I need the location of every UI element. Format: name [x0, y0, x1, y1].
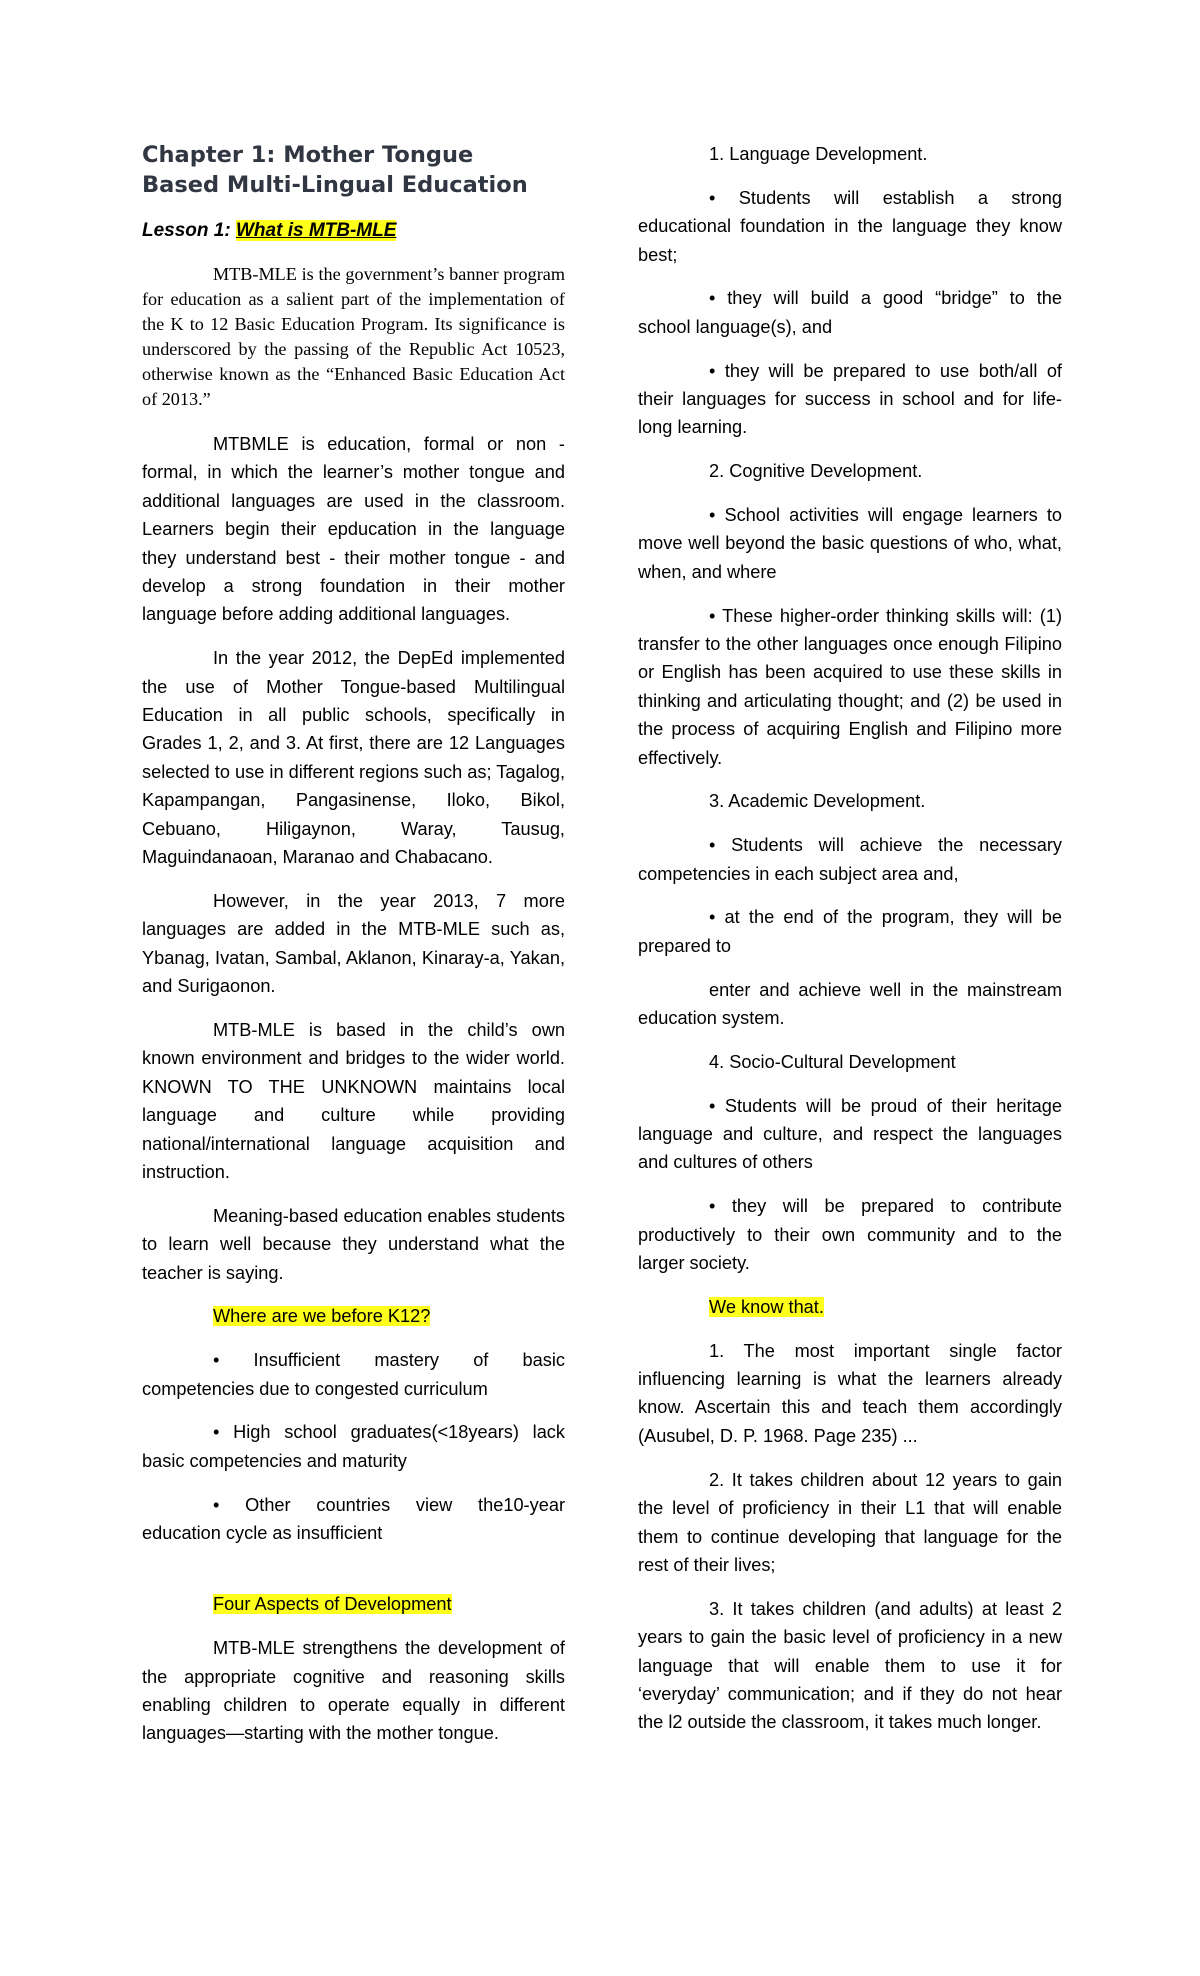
we-know-heading: We know that. — [709, 1296, 824, 1317]
list-item: • These higher-order thinking skills will: (1) transfer to the other languages once enough Filipino or English has been acquired to use these skills in thinking and articulating thought; and (2) be used in the process of acquiring English and Filipino more effectively. — [638, 605, 1062, 768]
list-item: • Other countries view the10-year education cycle as insufficient — [142, 1494, 565, 1543]
paragraph-meaning-based: Meaning-based education enables students to learn well because they understand what the teacher is saying. — [142, 1205, 565, 1283]
list-item: • they will be prepared to contribute productively to their own community and to the larger society. — [638, 1196, 1062, 1274]
paragraph-2012: In the year 2012, the DepEd implemented the use of Mother Tongue-based Multilingual Education in all public schools, specifically in Grades 1, 2, and 3. At first, there are 12 Languages selected to use in different regions such as; Tagalog, Kapampangan, Pangasinense, Iloko, Bikol, Cebuano, Hiligaynon, Waray, Tausug, Maguindanaoan, Maranao and Chabacano. — [142, 648, 565, 868]
list-item: • they will build a good “bridge” to the school language(s), and — [638, 288, 1062, 337]
aspect-heading-academic: 3. Academic Development. — [709, 791, 926, 812]
lesson-heading — [142, 218, 565, 244]
list-item: enter and achieve well in the mainstream education system. — [638, 979, 1062, 1029]
list-item: • Students will be proud of their heritage language and culture, and respect the languages and cultures of others — [638, 1095, 1062, 1173]
list-item: • Students will achieve the necessary competencies in each subject area and, — [638, 835, 1062, 884]
paragraph-definition: MTBMLE is education, formal or non - formal, in which the learner’s mother tongue and additional languages are used in the classroom. Learners begin their epducation in the language they understand best - their mother tongue - and develop a strong foundation in their mother language before adding additional languages. — [142, 434, 565, 625]
aspect-heading-cognitive: 2. Cognitive Development. — [709, 461, 923, 482]
aspect-heading-language: 1. Language Development. — [709, 144, 928, 164]
aspect-heading-socio-cultural: 4. Socio-Cultural Development — [709, 1051, 956, 1072]
list-item: 2. It takes children about 12 years to gain the level of proficiency in their L1 that will enable them to continue developing that language for the rest of their lives; — [638, 1469, 1062, 1575]
left-column — [142, 140, 565, 1763]
intro-paragraph: MTB-MLE is the government’s banner program for education as a salient part of the implementation of the K to 12 Basic Education Program. Its significance is underscored by the passing of the Republic Act 10523, otherwise known as the “Enhanced Basic Education Act of 2013.” — [142, 264, 565, 409]
chapter-title — [142, 140, 565, 200]
list-item: • Students will establish a strong educational foundation in the language they know best; — [638, 187, 1062, 265]
right-column — [638, 140, 1062, 1752]
list-item: • School activities will engage learners to move well beyond the basic questions of who, what, when, and where — [638, 505, 1062, 582]
four-aspects-heading: Four Aspects of Development — [213, 1594, 452, 1615]
list-item: • Insufficient mastery of basic competencies due to congested curriculum — [142, 1350, 565, 1399]
paragraph-2013: However, in the year 2013, 7 more languages are added in the MTB-MLE such as, Ybanag, Ivatan, Sambal, Aklanon, Kinaray-a, Yakan, and Surigaonon. — [142, 890, 565, 997]
list-item: • they will be prepared to use both/all of their languages for success in school and for life-long learning. — [638, 360, 1062, 438]
list-item: 1. The most important single factor influencing learning is what the learners already know. Ascertain this and teach them accordingly (Ausubel, D. P. 1968. Page 235) ... — [638, 1340, 1062, 1446]
list-item: • at the end of the program, they will be prepared to — [638, 907, 1062, 956]
paragraph-known-unknown: MTB-MLE is based in the child’s own known environment and bridges to the wider world. KNOWN TO THE UNKNOWN maintains local language and culture while providing national/international language acquisition and instruction. — [142, 1019, 565, 1182]
chapter-title-line-1: Chapter 1: Mother Tongue — [142, 142, 474, 168]
list-item: 3. It takes children (and adults) at least 2 years to gain the basic level of proficiency in a new language that will enable them to use it for ‘everyday’ communication; and if they do not hear the l2 outside the classroom, it takes much longer. — [638, 1598, 1062, 1733]
chapter-title-line-2: Based Multi-Lingual Education — [142, 172, 528, 198]
lesson-highlight: What is MTB-MLE — [235, 220, 397, 241]
list-item: • High school graduates(<18years) lack basic competencies and maturity — [142, 1422, 565, 1471]
before-k12-heading: Where are we before K12? — [213, 1306, 431, 1327]
four-aspects-intro: MTB-MLE strengthens the development of the appropriate cognitive and reasoning skills enabling children to operate equally in different languages—starting with the mother tongue. — [142, 1638, 565, 1744]
lesson-prefix: Lesson 1: — [142, 220, 236, 241]
